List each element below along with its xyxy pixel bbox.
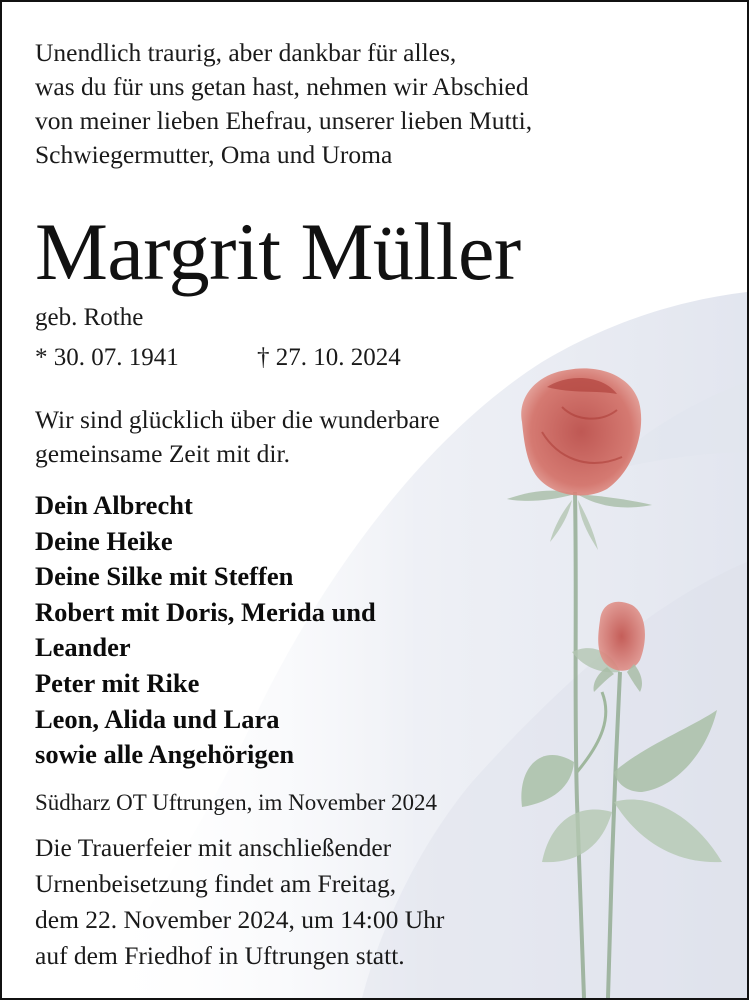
funeral-line: auf dem Friedhof in Uftrungen statt. xyxy=(35,941,405,970)
death-date: † 27. 10. 2024 xyxy=(257,344,401,371)
intro-line: Schwiegermutter, Oma und Uroma xyxy=(35,140,393,169)
funeral-line: Die Trauerfeier mit anschließender xyxy=(35,833,392,862)
intro-text xyxy=(35,36,532,172)
family-member: Leander xyxy=(35,632,131,663)
family-member: Dein Albrecht xyxy=(35,490,193,520)
maiden-name: geb. Rothe xyxy=(35,304,144,331)
family-member: Deine Silke mit Steffen xyxy=(35,561,294,592)
gratitude-text xyxy=(35,403,440,471)
family-list xyxy=(35,488,376,773)
family-member: sowie alle Angehörigen xyxy=(35,739,295,770)
family-member: Peter mit Rike xyxy=(35,667,200,698)
intro-line: von meiner lieben Ehefrau, unserer lieben Mutti, xyxy=(35,106,533,135)
deceased-name: Margrit Müller xyxy=(35,206,521,297)
life-dates xyxy=(35,342,401,374)
funeral-line: Urnenbeisetzung findet am Freitag, xyxy=(35,869,397,898)
funeral-info xyxy=(35,830,444,974)
gratitude-line: Wir sind glücklich über die wunderbare xyxy=(35,405,440,434)
family-member: Deine Heike xyxy=(35,525,173,556)
intro-line: was du für uns getan hast, nehmen wir Abschied xyxy=(35,72,529,101)
birth-date: * 30. 07. 1941 xyxy=(35,344,179,371)
intro-line: Unendlich traurig, aber dankbar für alles, xyxy=(35,38,457,67)
place-date: Südharz OT Uftrungen, im November 2024 xyxy=(35,790,437,815)
family-member: Leon, Alida und Lara xyxy=(35,703,280,734)
funeral-line: dem 22. November 2024, um 14:00 Uhr xyxy=(35,905,445,934)
family-member: Robert mit Doris, Merida und xyxy=(35,596,376,627)
gratitude-line: gemeinsame Zeit mit dir. xyxy=(35,439,290,468)
